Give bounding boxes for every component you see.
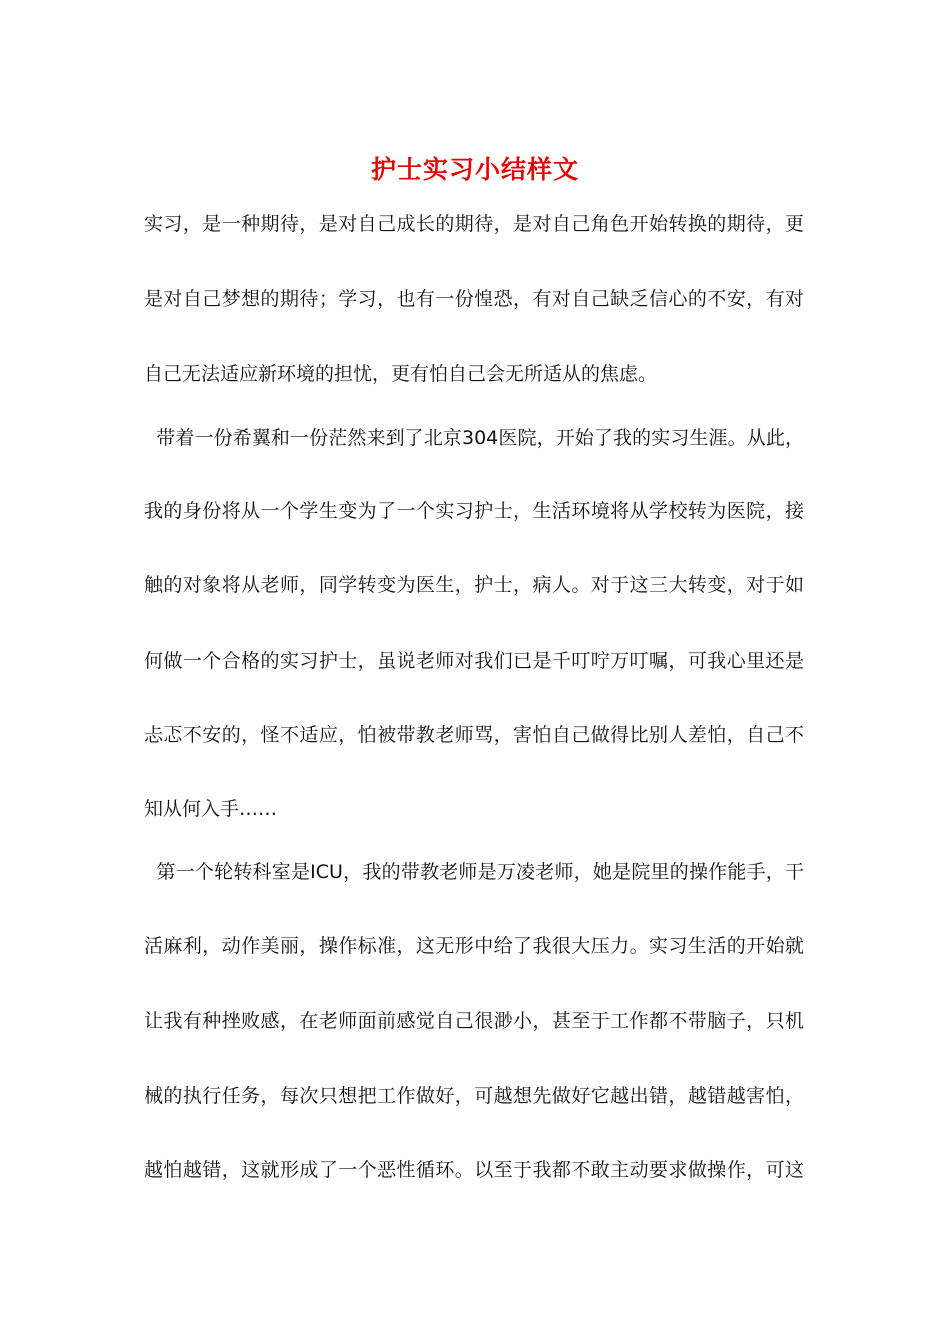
text-line: 触的对象将从老师，同学转变为医生，护士，病人。对于这三大转变，对于如	[144, 574, 804, 596]
text-line: 第一个轮转科室是ICU，我的带教老师是万凌老师，她是院里的操作能手，干	[144, 861, 804, 883]
text-line: 是对自己梦想的期待；学习，也有一份惶恐，有对自己缺乏信心的不安，有对	[144, 288, 804, 310]
text-line: 让我有种挫败感，在老师面前感觉自己很渺小，甚至于工作都不带脑子，只机	[144, 1010, 804, 1032]
text-line: 自己无法适应新环境的担忧，更有怕自己会无所适从的焦虑。	[144, 363, 658, 385]
text-line: 械的执行任务，每次只想把工作做好，可越想先做好它越出错，越错越害怕，	[144, 1085, 804, 1107]
text-line: 越怕越错，这就形成了一个恶性循环。以至于我都不敢主动要求做操作，可这	[144, 1159, 804, 1181]
text-line: 何做一个合格的实习护士，虽说老师对我们已是千叮咛万叮嘱，可我心里还是	[144, 650, 804, 672]
text-line: 实习，是一种期待，是对自己成长的期待，是对自己角色开始转换的期待，更	[144, 213, 804, 235]
document-title: 护士实习小结样文	[370, 155, 579, 184]
text-line: 带着一份希翼和一份茫然来到了北京304医院，开始了我的实习生涯。从此，	[144, 427, 804, 449]
text-line: 忐忑不安的，怪不适应，怕被带教老师骂，害怕自己做得比别人差怕，自己不	[144, 724, 804, 746]
text-line: 活麻利，动作美丽，操作标准，这无形中给了我很大压力。实习生活的开始就	[144, 935, 804, 957]
text-line: 我的身份将从一个学生变为了一个实习护士，生活环境将从学校转为医院，接	[144, 500, 804, 522]
text-line: 知从何入手……	[144, 798, 278, 820]
